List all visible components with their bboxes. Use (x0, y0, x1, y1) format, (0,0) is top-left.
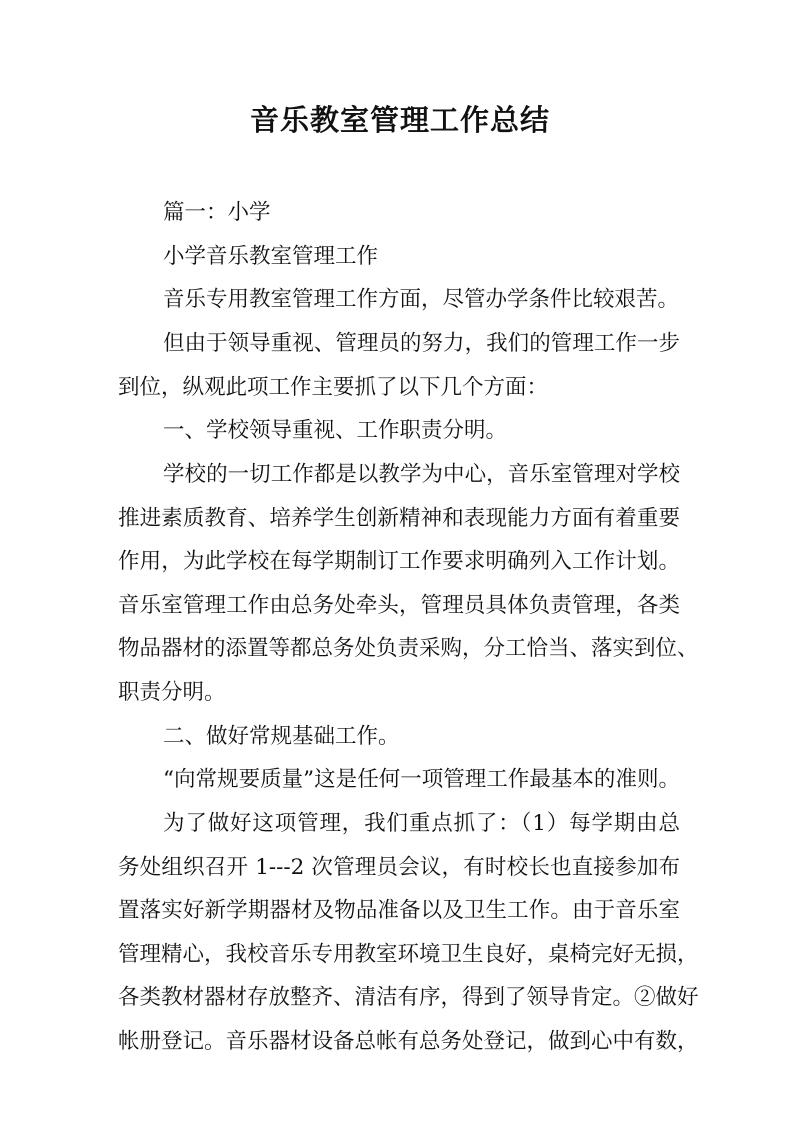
paragraph-line: 小学音乐教室管理工作 (163, 244, 379, 269)
paragraph-line: 帐册登记。音乐器材设备总帐有总务处登记，做到心中有数， (118, 1029, 699, 1054)
paragraph-line: 各类教材器材存放整齐、清洁有序，得到了领导肯定。②做好 (118, 985, 699, 1010)
paragraph-line: 篇一：小学 (163, 200, 271, 225)
document-title: 音乐教室管理工作总结 (249, 103, 550, 137)
paragraph-line: 为了做好这项管理，我们重点抓了：（1）每学期由总 (163, 811, 680, 836)
paragraph-line: 置落实好新学期器材及物品准备以及卫生工作。由于音乐室 (118, 898, 680, 923)
paragraph-line: 务处组织召开 1---2 次管理员会议，有时校长也直接参加布 (118, 855, 680, 880)
paragraph-line: 推进素质教育、培养学生创新精神和表现能力方面有着重要 (118, 506, 680, 531)
paragraph-line: 音乐专用教室管理工作方面，尽管办学条件比较艰苦。 (163, 287, 680, 312)
paragraph-line: 管理精心，我校音乐专用教室环境卫生良好，桌椅完好无损， (118, 942, 699, 967)
paragraph-line: 但由于领导重视、管理员的努力，我们的管理工作一步 (163, 331, 680, 356)
paragraph-line: 音乐室管理工作由总务处牵头，管理员具体负责管理，各类 (118, 593, 680, 618)
paragraph-line: “向常规要质量”这是任何一项管理工作最基本的准则。 (163, 767, 680, 792)
paragraph-line: 到位，纵观此项工作主要抓了以下几个方面： (118, 375, 549, 400)
section-heading: 一、学校领导重视、工作职责分明。 (163, 418, 508, 443)
paragraph-line: 物品器材的添置等都总务处负责采购，分工恰当、落实到位、 (118, 636, 699, 661)
paragraph-line: 作用，为此学校在每学期制订工作要求明确列入工作计划。 (118, 549, 680, 574)
paragraph-line: 职责分明。 (118, 680, 226, 705)
paragraph-line: 学校的一切工作都是以教学为中心，音乐室管理对学校 (163, 462, 680, 487)
section-heading: 二、做好常规基础工作。 (163, 724, 400, 749)
